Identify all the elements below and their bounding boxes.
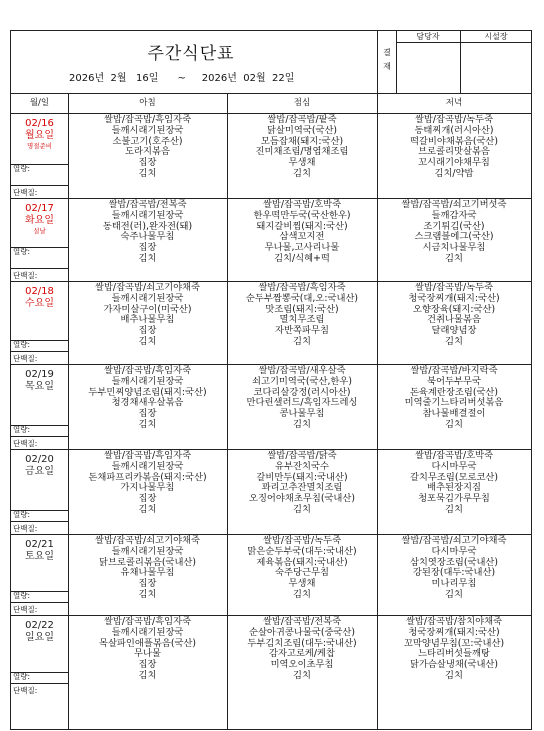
date-range: 2026년 2월 16일 ~ 2026년 02월 22일: [69, 73, 295, 84]
menu-item: 미나리무침: [431, 578, 477, 590]
menu-item: 닭브로콜리볶음(국내산): [98, 556, 197, 568]
menu-item: 무나물,고사리나물: [264, 242, 340, 254]
approver-1-label: 담당자: [396, 31, 460, 43]
menu-item: 오징어야채초무침(국내산): [248, 493, 356, 505]
menu-item: 들깨시래기된장국: [111, 209, 184, 221]
lunch-menu: [227, 617, 377, 682]
menu-item: 배추나물무침: [120, 314, 175, 326]
menu-item: 김치: [138, 252, 157, 264]
menu-item: 맛조림(돼지:국산): [265, 303, 339, 315]
dinner-menu: [377, 115, 531, 180]
menu-item: 만다린샐러드/흑임자드레싱: [246, 397, 358, 409]
menu-item: 들깨시래기된장국: [111, 626, 184, 638]
day-cell: [11, 281, 68, 364]
menu-item: 김치: [293, 167, 311, 179]
menu-item: 코다리살강정(러시아산): [253, 386, 351, 398]
approver-2-cell: [461, 31, 531, 93]
protein-label: 단백질:: [11, 351, 68, 364]
menu-item: 쌀밥/잡곡밥/흑임자죽: [103, 450, 192, 461]
menu-item: 들깨감자국: [431, 209, 477, 221]
menu-item: 조기튀김(국산): [423, 220, 485, 232]
menu-item: 김치: [138, 167, 157, 179]
menu-item: 배추된장지짐: [427, 482, 481, 494]
column-header-row: [11, 93, 531, 114]
menu-item: 집장: [138, 408, 157, 420]
calorie-label: 열량:: [11, 591, 68, 602]
menu-item: 김치: [445, 252, 463, 264]
calorie-label: 열량:: [11, 164, 68, 176]
lunch-menu: [227, 366, 377, 431]
menu-item: 청국장찌개(돼지:국산): [408, 292, 500, 304]
day-name: 토요일: [25, 551, 54, 562]
menu-item: 쌀밥/잡곡밥/전복죽: [262, 616, 342, 627]
breakfast-menu: [68, 200, 227, 265]
menu-item: 삼치엿장조림(국내산): [409, 556, 499, 568]
dinner-menu: [377, 617, 531, 682]
menu-item: 김치: [138, 335, 157, 347]
menu-item: 감자고로케/케찹: [269, 648, 335, 660]
menu-item: 쌀밥/잡곡밥/녹두죽: [414, 114, 494, 125]
day-row: [11, 534, 531, 616]
menu-item: 북어두부무국: [427, 375, 481, 387]
menu-item: 유채나물무침: [120, 567, 175, 579]
menu-item: 브로콜리맛살볶음: [418, 146, 490, 158]
menu-item: 가지나물무침: [120, 482, 175, 494]
day-row: [11, 198, 531, 282]
menu-item: 김치: [293, 588, 311, 600]
day-note: 명절준비: [26, 142, 53, 150]
breakfast-menu: [68, 451, 227, 516]
lunch-menu: [227, 200, 377, 265]
breakfast-menu: [68, 366, 227, 431]
day-date: 02/16: [25, 118, 54, 129]
menu-item: 쌀밥/잡곡밥/흑임자죽: [258, 282, 346, 293]
menu-item: 쌀밥/잡곡밥/새우살죽: [258, 365, 346, 376]
day-note: 설날: [33, 227, 46, 235]
menu-sheet: [10, 30, 532, 730]
lunch-menu: [227, 115, 377, 180]
menu-item: 참나물배결절이: [422, 408, 486, 420]
dinner-menu: [377, 200, 531, 265]
menu-item: 떡갈비야채볶음(국산): [409, 135, 499, 147]
day-row: [11, 615, 531, 696]
day-row: [11, 449, 531, 535]
menu-item: 숙주나물무침: [120, 231, 175, 243]
day-row: [11, 113, 531, 199]
protein-label: 단백질:: [11, 268, 68, 281]
day-cell: [11, 198, 68, 281]
menu-item: 꼬시래기야채무침: [418, 157, 490, 169]
calorie-label: 열량:: [11, 247, 68, 259]
protein-label: 단백질:: [11, 436, 68, 449]
menu-item: 집장: [138, 325, 157, 337]
menu-item: 김치: [445, 669, 463, 681]
menu-item: 들깨시래기된장국: [111, 375, 184, 387]
menu-item: 무나물: [134, 648, 161, 660]
menu-item: 달래양념장: [431, 325, 477, 337]
menu-item: 건취나물볶음: [427, 314, 481, 326]
menu-item: 제육볶음(돼지:국내산): [256, 556, 348, 568]
menu-item: 소불고기(호주산): [112, 135, 183, 147]
menu-item: 쇠고기미역국(국산,한우): [251, 375, 353, 387]
menu-item: 쌀밥/잡곡밥/쇠고기야채죽: [401, 535, 507, 546]
menu-item: 김치: [293, 669, 311, 681]
menu-item: 다시마무국: [431, 545, 477, 557]
menu-item: 맑은순두부국(대두:국내산): [247, 545, 357, 557]
day-date: 02/20: [25, 454, 54, 465]
menu-item: 쌀밥/잡곡밥/녹두죽: [262, 535, 342, 546]
menu-item: 청경채새우살볶음: [111, 397, 184, 409]
menu-item: 자반쪽파무침: [275, 325, 329, 337]
menu-item: 집장: [138, 578, 157, 590]
menu-item: 김치: [138, 669, 157, 681]
lunch-menu: [227, 283, 377, 348]
menu-item: 돈육계란장조림(국산): [409, 386, 499, 398]
menu-item: 갈비만두(돼지:국내산): [256, 471, 348, 483]
menu-item: 김치: [138, 418, 157, 430]
menu-item: 집장: [138, 157, 157, 169]
menu-item: 들깨시래기된장국: [111, 292, 184, 304]
menu-item: 돈채파프리카볶음(돼지:국산): [88, 471, 207, 483]
menu-item: 오향장육(돼지:국산): [412, 303, 496, 315]
day-date: 02/19: [25, 369, 54, 380]
dinner-menu: [377, 283, 531, 348]
day-date: 02/22: [25, 620, 54, 631]
menu-item: 김치: [138, 588, 157, 600]
menu-item: 들깨시래기된장국: [111, 124, 184, 136]
menu-item: 쌀밥/잡곡밥/호박죽: [414, 450, 494, 461]
day-cell: [11, 615, 68, 696]
menu-item: 무생채: [288, 578, 316, 590]
menu-item: 쌀밥/잡곡밥/바지락죽: [410, 365, 498, 376]
calorie-label: 열량:: [11, 340, 68, 351]
protein-label: 단백질:: [11, 521, 68, 534]
menu-item: 모듬잡채(돼지:국산): [260, 135, 344, 147]
menu-item: 다시마무국: [431, 460, 477, 472]
menu-item: 멸치무조림: [279, 314, 325, 326]
dinner-menu: [377, 451, 531, 516]
menu-item: 집장: [138, 242, 157, 254]
menu-item: 쌀밥/잡곡밥/호박죽: [262, 199, 342, 210]
menu-item: 김치/약밥: [434, 167, 474, 179]
menu-item: 돼지갈비찜(돼지:국산): [256, 220, 348, 232]
col-dinner: 저녁: [445, 98, 463, 108]
menu-item: 김치/식혜+떡: [274, 252, 330, 264]
day-date: 02/21: [25, 539, 54, 550]
sheet-header: [11, 31, 531, 94]
menu-item: 쌀밥/잡곡밥/쇠고기버섯죽: [401, 199, 507, 210]
breakfast-menu: [68, 617, 227, 682]
menu-item: 순살아귀콩나물국(중국산): [248, 626, 356, 638]
day-row: [11, 281, 531, 365]
approver-2-label: 시설장: [461, 31, 531, 43]
day-name: 월요일: [25, 130, 54, 141]
day-cell: [11, 449, 68, 534]
menu-item: 무생채: [288, 157, 316, 169]
day-cell: [11, 113, 68, 198]
menu-item: 김치: [445, 503, 463, 515]
day-name: 화요일: [25, 215, 54, 226]
menu-item: 동태찌개(러시아산): [414, 124, 494, 136]
menu-item: 두부김치조림(대두:국내산): [247, 637, 357, 649]
menu-item: 김치: [293, 418, 311, 430]
menu-item: 느타리버섯들깨탕: [418, 648, 490, 660]
calorie-label: 열량:: [11, 672, 68, 683]
breakfast-menu: [68, 283, 227, 348]
menu-item: 닭가슴살냉채(국내산): [409, 659, 499, 671]
menu-item: 꼬막양념무침(꼬:국내산): [403, 637, 505, 649]
menu-item: 쌀밥/잡곡밥/흑임자죽: [103, 616, 192, 627]
menu-item: 스크램블에그(국산): [414, 231, 494, 243]
menu-item: 쌀밥/잡곡밥/닭죽: [267, 450, 337, 461]
approval-box: [377, 31, 532, 93]
menu-item: 쌀밥/잡곡밥/흑임자죽: [103, 114, 192, 125]
day-cell: [11, 534, 68, 615]
calorie-label: 열량:: [11, 510, 68, 521]
menu-item: 김치: [138, 503, 157, 515]
day-date: 02/18: [25, 286, 54, 297]
day-row: [11, 364, 531, 450]
menu-item: 숙주당근무침: [275, 567, 329, 579]
menu-item: 김치: [293, 503, 311, 515]
col-breakfast: 아침: [139, 98, 156, 108]
menu-item: 김치: [445, 418, 463, 430]
menu-item: 쌀밥/잡곡밥/참치야채죽: [405, 616, 503, 627]
menu-item: 쌀밥/잡곡밥/쇠고기야채죽: [94, 535, 201, 546]
menu-item: 쌀밥/잡곡밥/쇠고기야채죽: [94, 282, 201, 293]
menu-item: 쌀밥/잡곡밥/전복죽: [108, 199, 187, 210]
menu-item: 갈치무조림(모로코산): [409, 471, 499, 483]
menu-item: 집장: [138, 659, 157, 671]
menu-item: 유부잔치국수: [275, 460, 329, 472]
menu-item: 한우떡만두국(국산한우): [253, 209, 351, 221]
menu-item: 청국장찌개(돼지:국산): [408, 626, 500, 638]
calorie-label: 열량:: [11, 425, 68, 436]
lunch-menu: [227, 451, 377, 516]
menu-item: 동태전(러),완자전(돼): [102, 220, 193, 232]
breakfast-menu: [68, 115, 227, 180]
menu-item: 청포묵김가루무침: [418, 493, 490, 505]
menu-item: 삼색꼬지전: [279, 231, 325, 243]
menu-item: 콩나물무침: [279, 408, 325, 420]
menu-item: 도라지볶음: [125, 146, 170, 158]
day-name: 일요일: [25, 632, 54, 643]
menu-item: 강된장(대두:국내산): [412, 567, 496, 579]
menu-item: 미역오이초무침: [270, 659, 334, 671]
menu-item: 쌀밥/잡곡밥/녹두죽: [414, 282, 494, 293]
day-cell: [11, 364, 68, 449]
day-name: 금요일: [25, 466, 54, 477]
approver-1-cell: [396, 31, 461, 93]
day-name: 수요일: [25, 298, 54, 309]
menu-item: 두부민찌양념조림(돼지:국산): [88, 386, 207, 398]
menu-item: 들깨시래기된장국: [111, 460, 184, 472]
approval-label: 결재: [378, 31, 397, 93]
menu-item: 김치: [445, 335, 463, 347]
menu-item: 김치: [293, 335, 311, 347]
day-name: 목요일: [25, 381, 54, 392]
col-lunch: 점심: [293, 98, 311, 108]
dinner-menu: [377, 366, 531, 431]
menu-item: 닭살미역국(국산): [266, 124, 338, 136]
protein-label: 단백질:: [11, 185, 68, 198]
page-title: 주간식단표: [147, 44, 235, 64]
protein-label: 단백질:: [11, 602, 68, 615]
menu-item: 김치: [445, 588, 463, 600]
protein-label: 단백질:: [11, 683, 68, 696]
menu-item: 집장: [138, 493, 157, 505]
menu-item: 들깨시래기된장국: [111, 545, 184, 557]
menu-item: 쌀밥/잡곡밥/팥죽: [267, 114, 337, 125]
menu-item: 쌀밥/잡곡밥/흑임자죽: [103, 365, 192, 376]
menu-item: 시금치나물무침: [422, 242, 486, 254]
menu-item: 순두부짬뽕국(대,오:국내산): [245, 292, 359, 304]
menu-item: 꽈리고추잔멸치조림: [261, 482, 343, 494]
day-date: 02/17: [25, 203, 54, 214]
menu-item: 진미채조림/명엽채조림: [255, 146, 349, 158]
dinner-menu: [377, 536, 531, 601]
col-day: 월/일: [29, 98, 50, 108]
menu-item: 가자미살구이(미국산): [103, 303, 192, 315]
lunch-menu: [227, 536, 377, 601]
menu-item: 미역줄기느타리버섯볶음: [404, 397, 504, 409]
menu-item: 목살파인애플볶음(국산): [98, 637, 197, 649]
breakfast-menu: [68, 536, 227, 601]
